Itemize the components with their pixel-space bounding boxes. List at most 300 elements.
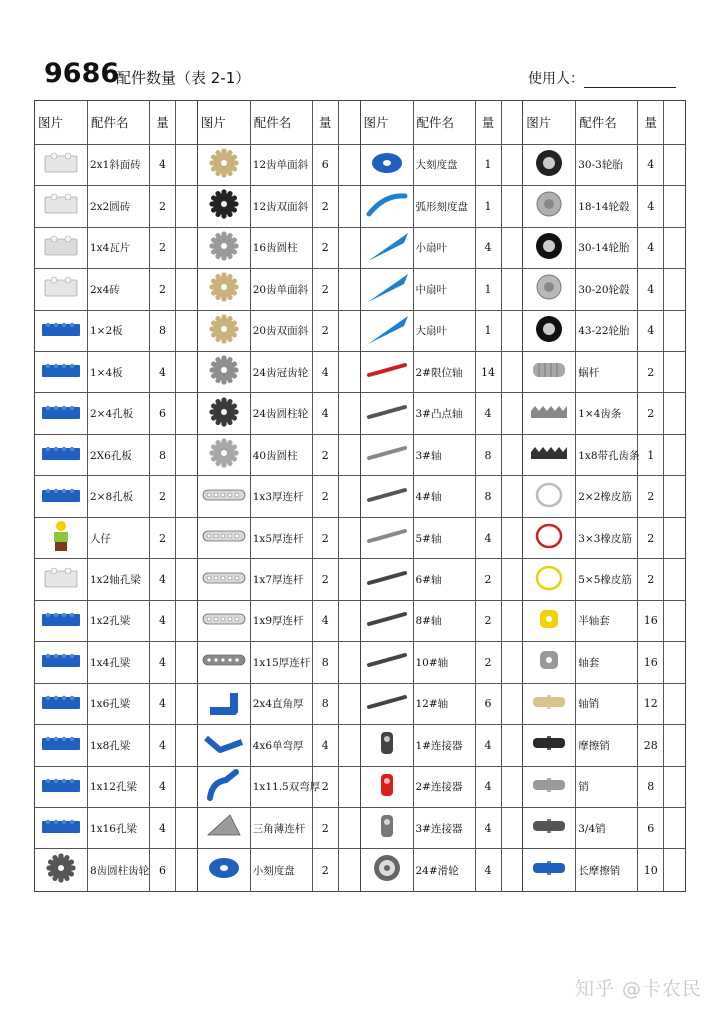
table-row (523, 228, 685, 269)
liftarm-icon (201, 485, 247, 509)
part-name: 2x1斜面砖 (88, 145, 150, 185)
part-image (198, 642, 251, 682)
table-row (361, 518, 523, 559)
table-row (361, 601, 523, 642)
spacer-cell (339, 684, 360, 724)
spacer-cell (176, 352, 197, 392)
axle-icon (365, 568, 409, 592)
header-image: 图片 (361, 101, 414, 144)
table-row (198, 476, 360, 517)
gear-icon (209, 314, 239, 348)
part-image (523, 393, 576, 433)
spacer-cell (176, 808, 197, 848)
spacer-cell (664, 476, 685, 516)
part-image (198, 476, 251, 516)
table-row (361, 559, 523, 600)
rubber-band-icon (534, 521, 564, 555)
part-image (35, 476, 88, 516)
part-name: 1x9厚连杆 (251, 601, 313, 641)
spacer-cell (176, 684, 197, 724)
part-qty: 2 (476, 642, 502, 682)
gear-icon (209, 438, 239, 472)
part-qty: 2 (313, 269, 339, 309)
header-qty: 量 (476, 101, 502, 144)
table-row (198, 559, 360, 600)
part-qty: 2 (313, 518, 339, 558)
table-row (361, 352, 523, 393)
part-qty: 4 (313, 393, 339, 433)
part-qty: 4 (476, 725, 502, 765)
part-qty: 2 (313, 311, 339, 351)
part-name: 1x12孔梁 (88, 767, 150, 807)
spacer-cell (664, 269, 685, 309)
part-name: 1x16孔梁 (88, 808, 150, 848)
part-name: 轴套 (576, 642, 638, 682)
spacer-cell (339, 352, 360, 392)
part-image (361, 393, 414, 433)
part-name: 6#轴 (414, 559, 476, 599)
part-qty: 8 (150, 311, 176, 351)
spacer-cell (176, 559, 197, 599)
part-qty: 4 (638, 269, 664, 309)
part-qty: 2 (313, 476, 339, 516)
part-name: 30-20轮毂 (576, 269, 638, 309)
table-row (523, 311, 685, 352)
column-group (35, 101, 198, 891)
tire-icon (534, 148, 564, 182)
table-row (35, 684, 197, 725)
part-qty: 4 (150, 352, 176, 392)
gear-rack-icon (527, 443, 571, 467)
spacer-cell (339, 435, 360, 475)
header-name: 配件名 (251, 101, 313, 144)
part-image (361, 725, 414, 765)
part-name: 43-22轮胎 (576, 311, 638, 351)
part-image (198, 808, 251, 848)
spacer-cell (176, 725, 197, 765)
part-name: 小扇叶 (414, 228, 476, 268)
gear-icon (46, 853, 76, 887)
table-row (198, 684, 360, 725)
part-image (35, 601, 88, 641)
part-name: 1#连接器 (414, 725, 476, 765)
watermark: 知乎 @卡农民 (574, 978, 702, 1000)
part-qty: 2 (638, 518, 664, 558)
curved-dial-icon (365, 190, 409, 222)
table-row (523, 767, 685, 808)
part-name: 1x8孔梁 (88, 725, 150, 765)
part-name: 三角薄连杆 (251, 808, 313, 848)
part-image (35, 518, 88, 558)
table-row (198, 642, 360, 683)
spacer-cell (502, 518, 523, 558)
part-image (35, 808, 88, 848)
table-row (361, 186, 523, 227)
part-image (198, 352, 251, 392)
part-image (35, 352, 88, 392)
triangle-liftarm-icon (204, 811, 244, 845)
part-qty: 2 (150, 186, 176, 226)
header-image: 图片 (523, 101, 576, 144)
part-name: 1x11.5双弯厚 (251, 767, 313, 807)
part-qty: 8 (313, 642, 339, 682)
part-image (523, 476, 576, 516)
part-qty: 2 (313, 808, 339, 848)
part-qty: 6 (313, 145, 339, 185)
part-qty: 2 (638, 393, 664, 433)
part-qty: 2 (313, 849, 339, 890)
part-image (361, 435, 414, 475)
table-row (523, 725, 685, 766)
part-qty: 4 (313, 601, 339, 641)
part-qty: 28 (638, 725, 664, 765)
axle-icon (365, 360, 409, 384)
spacer-cell (664, 101, 685, 144)
table-row (198, 186, 360, 227)
part-name: 1x6孔梁 (88, 684, 150, 724)
part-qty: 2 (476, 601, 502, 641)
table-row (523, 393, 685, 434)
part-name: 40齿圆柱 (251, 435, 313, 475)
part-qty: 6 (638, 808, 664, 848)
part-name: 2#限位轴 (414, 352, 476, 392)
table-row (198, 352, 360, 393)
part-qty: 8 (638, 767, 664, 807)
double-bent-liftarm-icon (204, 768, 244, 806)
part-qty: 2 (150, 476, 176, 516)
part-image (361, 518, 414, 558)
spacer-cell (339, 518, 360, 558)
table-row (35, 518, 197, 559)
header-qty: 量 (638, 101, 664, 144)
spacer-cell (502, 476, 523, 516)
part-image (361, 642, 414, 682)
gear-rack-icon (527, 402, 571, 426)
part-image (35, 725, 88, 765)
table-row (35, 725, 197, 766)
spacer-cell (176, 145, 197, 185)
table-row (361, 849, 523, 890)
dial-icon (369, 149, 405, 181)
part-name: 1x4孔梁 (88, 642, 150, 682)
table-row (361, 311, 523, 352)
gear-icon (209, 355, 239, 389)
spacer-cell (502, 808, 523, 848)
part-qty: 4 (638, 145, 664, 185)
part-name: 18-14轮毂 (576, 186, 638, 226)
part-name: 轴销 (576, 684, 638, 724)
spacer-cell (176, 476, 197, 516)
part-image (361, 269, 414, 309)
part-qty: 4 (313, 725, 339, 765)
liftarm-icon (201, 650, 247, 674)
part-image (198, 186, 251, 226)
spacer-cell (176, 435, 197, 475)
blue-plate-icon (39, 359, 83, 385)
part-image (35, 145, 88, 185)
part-image (198, 311, 251, 351)
part-image (198, 269, 251, 309)
connector-icon (372, 728, 402, 762)
rubber-band-icon (534, 480, 564, 514)
spacer-cell (339, 101, 360, 144)
part-name: 3×3橡皮筋 (576, 518, 638, 558)
table-row (198, 269, 360, 310)
table-row (198, 767, 360, 808)
part-name: 24#滑轮 (414, 849, 476, 890)
table-row (523, 518, 685, 559)
header-image: 图片 (35, 101, 88, 144)
part-image (523, 725, 576, 765)
table-header-row (198, 101, 360, 145)
table-row (361, 642, 523, 683)
table-row (523, 186, 685, 227)
part-name: 8#轴 (414, 601, 476, 641)
part-name: 30-14轮胎 (576, 228, 638, 268)
spacer-cell (176, 101, 197, 144)
part-qty: 4 (313, 352, 339, 392)
spacer-cell (339, 228, 360, 268)
white-slope-brick-icon (41, 150, 81, 180)
part-name: 中扇叶 (414, 269, 476, 309)
spacer-cell (502, 767, 523, 807)
table-row (523, 684, 685, 725)
part-qty: 2 (638, 476, 664, 516)
table-row (35, 352, 197, 393)
blue-plate-icon (39, 318, 83, 344)
part-name: 3#轴 (414, 435, 476, 475)
table-row (198, 311, 360, 352)
part-image (35, 393, 88, 433)
part-qty: 2 (476, 559, 502, 599)
spacer-cell (176, 311, 197, 351)
gear-icon (209, 189, 239, 223)
part-name: 1x7厚连杆 (251, 559, 313, 599)
part-image (523, 808, 576, 848)
spacer-cell (502, 725, 523, 765)
part-name: 1x8带孔齿条 (576, 435, 638, 475)
spacer-cell (502, 101, 523, 144)
part-image (35, 186, 88, 226)
table-row (35, 311, 197, 352)
part-image (361, 145, 414, 185)
table-header-row (35, 101, 197, 145)
part-name: 2x2圆砖 (88, 186, 150, 226)
part-name: 弧形刻度盘 (414, 186, 476, 226)
part-name: 半轴套 (576, 601, 638, 641)
blue-technic-brick-icon (39, 732, 83, 758)
part-image (523, 518, 576, 558)
part-name: 2#连接器 (414, 767, 476, 807)
wheel-hub-icon (534, 189, 564, 223)
part-name: 4#轴 (414, 476, 476, 516)
part-name: 小刻度盘 (251, 849, 313, 890)
part-qty: 1 (476, 269, 502, 309)
part-name: 20齿单面斜 (251, 269, 313, 309)
table-row (361, 767, 523, 808)
part-image (361, 352, 414, 392)
pin-icon (529, 775, 569, 799)
part-qty: 2 (313, 559, 339, 599)
table-row (198, 725, 360, 766)
part-name: 4x6单弯厚 (251, 725, 313, 765)
table-row (35, 559, 197, 600)
part-qty: 4 (150, 808, 176, 848)
part-qty: 2 (313, 228, 339, 268)
part-name: 24齿圆柱轮 (251, 393, 313, 433)
axle-icon (365, 609, 409, 633)
axle-icon (365, 443, 409, 467)
set-number: 9686 (44, 58, 120, 89)
white-brick-icon (41, 274, 81, 304)
spacer-cell (664, 767, 685, 807)
part-image (198, 725, 251, 765)
part-image (523, 145, 576, 185)
table-row (361, 476, 523, 517)
spacer-cell (339, 849, 360, 890)
fan-blade-icon (364, 312, 410, 350)
part-name: 1×4板 (88, 352, 150, 392)
part-name: 2x4直角厚 (251, 684, 313, 724)
spacer-cell (339, 186, 360, 226)
part-name: 2×2橡皮筋 (576, 476, 638, 516)
part-image (35, 559, 88, 599)
spacer-cell (502, 145, 523, 185)
part-qty: 8 (150, 435, 176, 475)
blue-technic-brick-icon (39, 815, 83, 841)
part-qty: 6 (476, 684, 502, 724)
blue-plate-icon (39, 442, 83, 468)
part-qty: 2 (638, 352, 664, 392)
part-image (523, 435, 576, 475)
part-qty: 1 (476, 311, 502, 351)
part-name: 2x4砖 (88, 269, 150, 309)
axle-icon (365, 402, 409, 426)
part-image (523, 352, 576, 392)
tire-icon (534, 314, 564, 348)
spacer-cell (664, 186, 685, 226)
axle-icon (365, 526, 409, 550)
part-qty: 4 (638, 186, 664, 226)
spacer-cell (176, 767, 197, 807)
spacer-cell (664, 684, 685, 724)
part-qty: 4 (638, 311, 664, 351)
connector-icon (372, 811, 402, 845)
table-row (198, 435, 360, 476)
spacer-cell (502, 269, 523, 309)
part-name: 2×4孔板 (88, 393, 150, 433)
part-qty: 2 (150, 228, 176, 268)
table-row (361, 684, 523, 725)
part-qty: 8 (313, 684, 339, 724)
white-round-brick-icon (41, 191, 81, 221)
pin-icon (529, 733, 569, 757)
bent-liftarm-icon (202, 730, 246, 760)
part-qty: 4 (150, 642, 176, 682)
part-qty: 2 (150, 269, 176, 309)
spacer-cell (502, 435, 523, 475)
table-row (198, 601, 360, 642)
part-image (198, 228, 251, 268)
table-row (35, 186, 197, 227)
column-group (523, 101, 685, 891)
spacer-cell (339, 601, 360, 641)
spacer-cell (502, 186, 523, 226)
spacer-cell (664, 601, 685, 641)
spacer-cell (339, 269, 360, 309)
table-row (361, 435, 523, 476)
blue-technic-brick-icon (39, 691, 83, 717)
part-qty: 4 (150, 559, 176, 599)
bushing-icon (534, 648, 564, 676)
part-name: 1x2孔梁 (88, 601, 150, 641)
table-row (35, 435, 197, 476)
part-image (35, 849, 88, 890)
spacer-cell (502, 352, 523, 392)
part-name: 人仔 (88, 518, 150, 558)
part-qty: 6 (150, 849, 176, 890)
spacer-cell (339, 476, 360, 516)
white-technic-brick-icon (41, 565, 81, 595)
part-name: 1×2板 (88, 311, 150, 351)
part-qty: 10 (638, 849, 664, 890)
pulley-icon (371, 852, 403, 888)
spacer-cell (664, 228, 685, 268)
part-name: 3#凸点轴 (414, 393, 476, 433)
part-image (35, 684, 88, 724)
table-header-row (523, 101, 685, 145)
part-name: 1x5厚连杆 (251, 518, 313, 558)
part-qty: 2 (638, 559, 664, 599)
spacer-cell (176, 269, 197, 309)
wheel-hub-icon (534, 272, 564, 306)
part-image (361, 808, 414, 848)
spacer-cell (176, 849, 197, 890)
spacer-cell (339, 311, 360, 351)
part-qty: 4 (476, 393, 502, 433)
part-qty: 8 (476, 476, 502, 516)
part-qty: 2 (313, 767, 339, 807)
part-name: 5#轴 (414, 518, 476, 558)
liftarm-icon (201, 568, 247, 592)
spacer-cell (502, 601, 523, 641)
spacer-cell (502, 311, 523, 351)
spacer-cell (502, 684, 523, 724)
part-name: 20齿双面斜 (251, 311, 313, 351)
part-image (361, 767, 414, 807)
part-name: 2X6孔板 (88, 435, 150, 475)
blue-technic-brick-icon (39, 649, 83, 675)
part-qty: 4 (150, 601, 176, 641)
minifigure-icon (48, 519, 74, 557)
part-qty: 14 (476, 352, 502, 392)
part-qty: 16 (638, 601, 664, 641)
spacer-cell (176, 186, 197, 226)
table-row (198, 228, 360, 269)
part-qty: 4 (476, 767, 502, 807)
spacer-cell (176, 601, 197, 641)
part-qty: 4 (638, 228, 664, 268)
part-image (361, 849, 414, 890)
part-qty: 8 (476, 435, 502, 475)
part-image (523, 767, 576, 807)
liftarm-icon (201, 609, 247, 633)
part-name: 摩擦销 (576, 725, 638, 765)
spacer-cell (176, 642, 197, 682)
user-blank-line (584, 73, 676, 88)
column-group (361, 101, 524, 891)
table-row (35, 642, 197, 683)
